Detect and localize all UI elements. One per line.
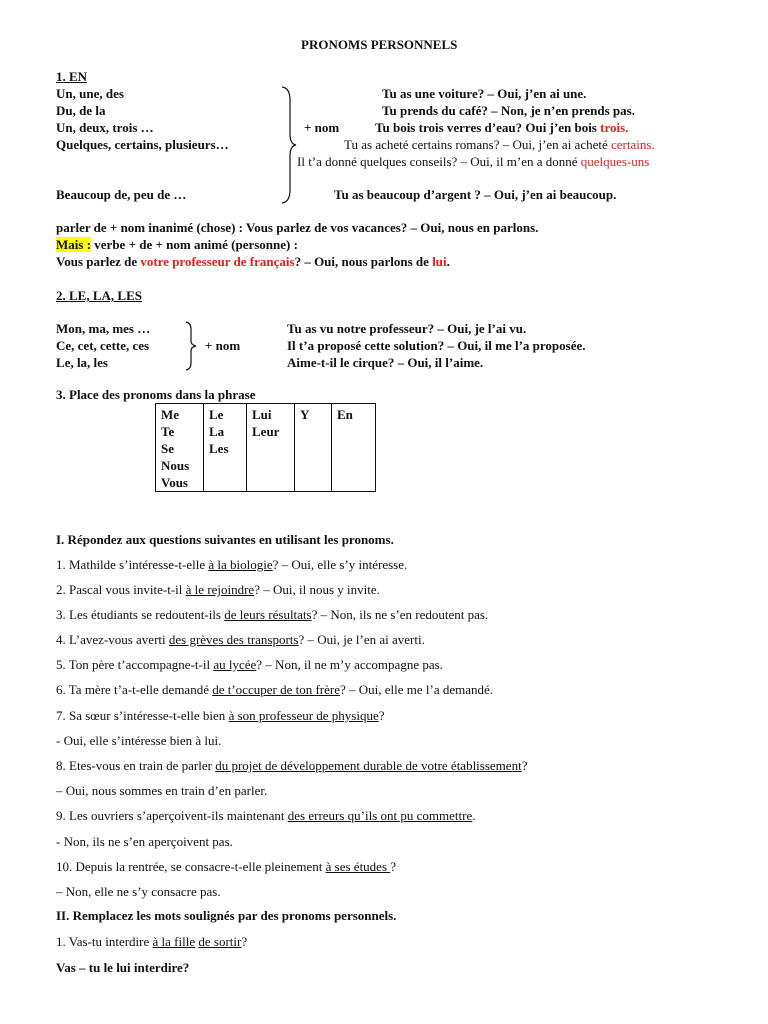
en-example-1: Tu as une voiture? – Oui, j’en ai une.: [382, 86, 587, 101]
en-example-3: Tu bois trois verres d’eau? Oui j’en bois trois.: [375, 120, 629, 135]
en-left-1: Un, une, des: [56, 86, 124, 101]
exercise-1-line: – Oui, nous sommes en train d’en parler.: [56, 783, 268, 798]
table-cell-direct: Le La Les: [204, 404, 247, 492]
exercise-1-line: 2. Pascal vous invite-t-il à le rejoindre? – Oui, il nous y invite.: [56, 582, 380, 597]
en-left-3: Un, deux, trois …: [56, 120, 154, 135]
en-example-2: Tu prends du café? – Non, je n’en prends pas.: [382, 103, 635, 118]
le-example-1: Tu as vu notre professeur? – Oui, je l’ai vu.: [287, 321, 527, 336]
exercise-1-line: 8. Etes-vous en train de parler du projet de développement durable de votre établissement?: [56, 758, 528, 773]
en-left-5: Beaucoup de, peu de …: [56, 187, 187, 202]
table-cell-en: En: [332, 404, 376, 492]
exercise-1-line: – Non, elle ne s’y consacre pas.: [56, 884, 221, 899]
exercise-1-line: 5. Ton père t’accompagne-t-il au lycée? – Non, il ne m’y accompagne pas.: [56, 657, 443, 672]
exercise-1-line: 1. Mathilde s’intéresse-t-elle à la biologie? – Oui, elle s’y intéresse.: [56, 557, 408, 572]
le-left-1: Mon, ma, mes …: [56, 321, 151, 336]
exercise-2-line-1: 1. Vas-tu interdire à la fille de sortir?: [56, 934, 248, 949]
en-example-4: Tu as acheté certains romans? – Oui, j’en ai acheté certains.: [344, 137, 655, 152]
exercise-2-heading: II. Remplacez les mots soulignés par des pronoms personnels.: [56, 908, 397, 923]
le-left-2: Ce, cet, cette, ces: [56, 338, 150, 353]
exercise-1-line: 4. L’avez-vous averti des grèves des transports? – Oui, je l’en ai averti.: [56, 632, 425, 647]
exercise-1-line: - Non, ils ne s’en aperçoivent pas.: [56, 834, 233, 849]
table-cell-y: Y: [295, 404, 332, 492]
en-parler-rule: parler de + nom inanimé (chose) : Vous parlez de vos vacances? – Oui, nous en parlons.: [56, 220, 539, 235]
section-place-heading: 3. Place des pronoms dans la phrase: [56, 387, 256, 402]
exercise-1-line: 7. Sa sœur s’intéresse-t-elle bien à son professeur de physique?: [56, 708, 385, 723]
en-mais-rule: Mais : verbe + de + nom animé (personne) :: [56, 237, 298, 252]
en-left-4: Quelques, certains, plusieurs…: [56, 137, 229, 152]
exercise-1-line: 3. Les étudiants se redoutent-ils de leurs résultats? – Non, ils ne s’en redoutent pas.: [56, 607, 489, 622]
le-example-3: Aime-t-il le cirque? – Oui, il l’aime.: [287, 355, 484, 370]
en-nom: + nom: [304, 120, 340, 135]
table-cell-indirect: Lui Leur: [247, 404, 295, 492]
en-mais-example: Vous parlez de votre professeur de français? – Oui, nous parlons de lui.: [56, 254, 450, 269]
exercise-1-heading: I. Répondez aux questions suivantes en utilisant les pronoms.: [56, 532, 394, 547]
en-left-2: Du, de la: [56, 103, 106, 118]
exercise-2-answer: Vas – tu le lui interdire?: [56, 960, 190, 975]
exercise-1-line: 6. Ta mère t’a-t-elle demandé de t’occuper de ton frère? – Oui, elle me l’a demandé.: [56, 682, 494, 697]
exercise-1-line: 9. Les ouvriers s’aperçoivent-ils maintenant des erreurs qu’ils ont pu commettre.: [56, 808, 476, 823]
section-le-heading: 2. LE, LA, LES: [56, 288, 142, 303]
le-example-2: Il t’a proposé cette solution? – Oui, il me l’a proposée.: [287, 338, 586, 353]
table-cell-reflexive: Me Te Se Nous Vous: [156, 404, 204, 492]
pronoun-order-table: [155, 403, 376, 492]
en-example-6: Tu as beaucoup d’argent ? – Oui, j’en ai beaucoup.: [334, 187, 617, 202]
le-nom: + nom: [205, 338, 241, 353]
section-en-heading: 1. EN: [56, 69, 88, 84]
le-brace: [184, 321, 198, 371]
en-brace: [278, 86, 298, 204]
exercise-1-line: - Oui, elle s’intéresse bien à lui.: [56, 733, 222, 748]
page-title: PRONOMS PERSONNELS: [301, 37, 458, 52]
exercise-1-line: 10. Depuis la rentrée, se consacre-t-elle pleinement à ses études ?: [56, 859, 397, 874]
en-example-5: Il t’a donné quelques conseils? – Oui, il m’en a donné quelques-uns: [297, 154, 650, 169]
le-left-3: Le, la, les: [56, 355, 108, 370]
